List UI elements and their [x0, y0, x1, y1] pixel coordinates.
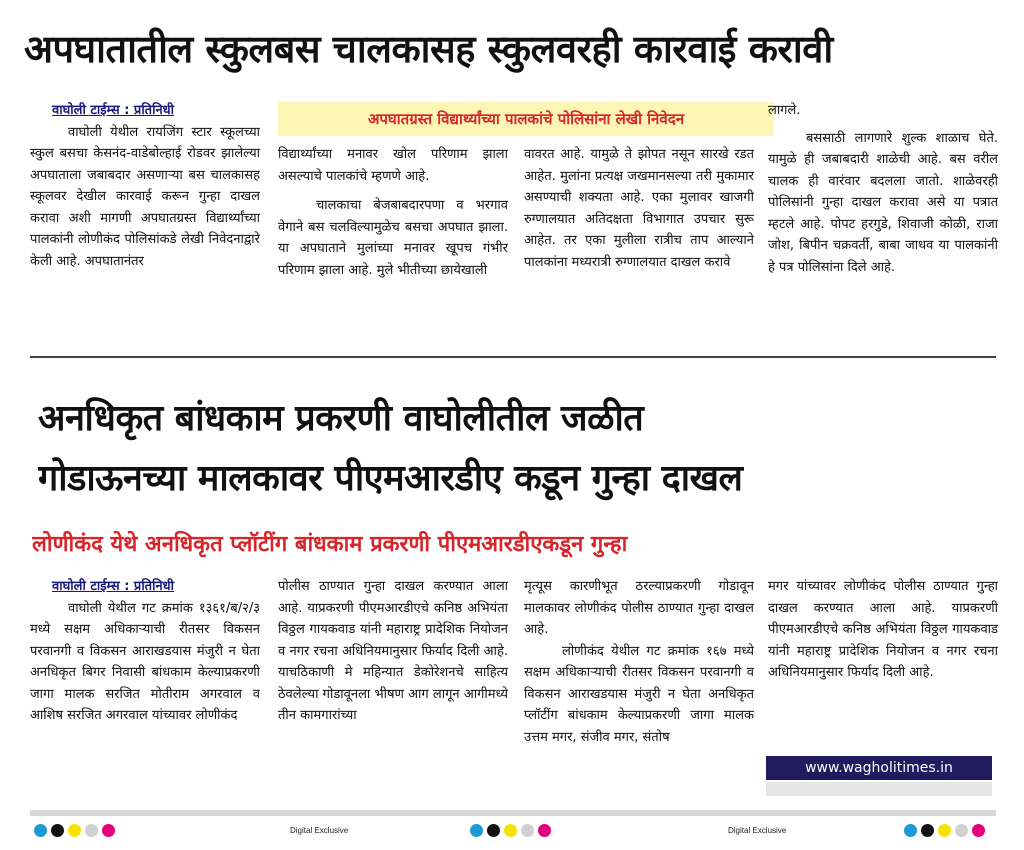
registration-dot	[85, 824, 98, 837]
registration-dot	[470, 824, 483, 837]
story-1-col2-para-1: विद्यार्थ्यांच्या मनावर खोल परिणाम झाला असल्याचे पालकांचे म्हणणे आहे.	[278, 147, 508, 184]
story-2-col2-text: पोलीस ठाण्यात गुन्हा दाखल करण्यात आला आहे. याप्रकरणी पीएमआरडीएचे कनिष्ठ अभियंता विठ्ठल गायकवाड यांनी महाराष्ट्र प्रादेशिक नियोजन व नगर रचना अधिनियमानुसार फिर्याद दिली आहे. याचठिकाणी मे महिन्यात डेकोरेशनचे साहित्य ठेवलेल्या गोडावूनला भीषण आग लागून आगीमध्ये तीन कामगारांच्या	[278, 579, 508, 723]
story-2-byline: वाघोली टाईम्स : प्रतिनिधी	[52, 579, 175, 594]
story-2-column-4	[768, 576, 998, 752]
story-2-col3-para-2: लोणीकंद येथील गट क्रमांक १६७ मध्ये सक्षम अधिकाऱ्याची रीतसर विकसन परवानगी व विकसन आराखडयास मंजुरी न घेता अनधिकृत प्लॉटींग बांधकाम केल्याप्रकरणी जागा मालक उत्तम मगर, संजीव मगर, संतोष	[524, 643, 754, 745]
registration-dot	[921, 824, 934, 837]
headline-2-line-2: गोडाऊनच्या मालकावर पीएमआरडीए कडून गुन्हा दाखल	[38, 458, 743, 499]
registration-dot	[487, 824, 500, 837]
story-1	[30, 100, 998, 350]
footer-label-right: Digital Exclusive	[728, 826, 787, 835]
footer-rule	[30, 810, 996, 816]
color-registration-marks-center	[470, 824, 551, 837]
color-registration-marks-right	[904, 824, 985, 837]
registration-dot	[955, 824, 968, 837]
story-2-col1-text: वाघोली येथील गट क्रमांक १३६१/ब/२/३ मध्ये सक्षम अधिकाऱ्याची रीतसर विकसन परवानगी व विकसन आराखडयास मंजुरी न घेता अनधिकृत बिगर निवासी बांधकाम केल्याप्रकरणी जागा मालक सरजित मोतीराम अगरवाल व आशिष सरजित अगरवाल यांच्यावर लोणीकंद	[30, 600, 260, 723]
story-2-column-2	[278, 576, 508, 802]
story-1-column-3	[524, 144, 754, 350]
registration-dot	[68, 824, 81, 837]
story-1-highlight-banner: अपघातग्रस्त विद्यार्थ्यांच्या पालकांचे पोलिसांना लेखी निवेदन	[278, 102, 774, 136]
registration-dot	[972, 824, 985, 837]
website-banner-underline	[766, 782, 992, 796]
story-2-col3-para-1: मृत्यूस कारणीभूत ठरल्याप्रकरणी गोडावून मालकावर लोणीकंद पोलीस ठाण्यात गुन्हा दाखल आहे.	[524, 579, 754, 637]
website-banner[interactable]: www.wagholitimes.in	[766, 756, 992, 780]
story-2-col4-text: मगर यांच्यावर लोणीकंद पोलीस ठाण्यात गुन्हा दाखल करण्यात आला आहे. याप्रकरणी पीएमआरडीएचे कनिष्ठ अभियंता विठ्ठल गायकवाड यांनी महाराष्ट्र प्रादेशिक नियोजन व नगर रचना अधिनियमानुसार फिर्याद दिली आहे.	[768, 579, 998, 680]
registration-dot	[904, 824, 917, 837]
story-1-byline: वाघोली टाईम्स : प्रतिनिधी	[52, 103, 175, 118]
footer-label-center: Digital Exclusive	[290, 826, 349, 835]
registration-dot	[521, 824, 534, 837]
color-registration-marks-left	[34, 824, 115, 837]
story-2	[30, 576, 998, 802]
story-1-col4-para-2: बससाठी लागणारे शुल्क शाळाच घेते. यामुळे ही जबाबदारी शाळेची आहे. बस वरील चालक ही वारंवार बदलला जातो. शाळेवरही पोलिसांनी गुन्हा दाखल करावा असे या पत्रात म्हटले आहे. पोपट हरगुडे, शिवाजी कोळी, राजा जोश, बिपीन चक्रवर्ती, बाबा जाधव या पालकांनी हे पत्र पोलिसांना दिले आहे.	[768, 130, 998, 275]
registration-dot	[504, 824, 517, 837]
section-divider	[30, 356, 996, 358]
subheadline: लोणीकंद येथे अनधिकृत प्लॉटींग बांधकाम प्रकरणी पीएमआरडीएकडून गुन्हा	[32, 532, 628, 557]
story-1-col1-text: वाघोली येथील रायजिंग स्टार स्कूलच्या स्कुल बसचा केसनंद-वाडेबोल्हाई रोडवर झालेल्या अपघाताला जबाबदार असणाऱ्या बस चालकासह स्कूलवर देखील कारवाई करून गुन्हा दाखल करावा अशी मागणी अपघातग्रस्त विद्यार्थ्यांच्या पालकांनी लोणीकंद पोलिसांकडे लेखी निवेदनाद्वारे केली आहे. अपघातानंतर	[30, 124, 260, 269]
registration-dot	[102, 824, 115, 837]
story-2-column-3	[524, 576, 754, 802]
registration-dot	[34, 824, 47, 837]
headline-2-line-1: अनधिकृत बांधकाम प्रकरणी वाघोलीतील जळीत	[38, 398, 644, 439]
story-1-column-2	[278, 144, 508, 350]
registration-dot	[51, 824, 64, 837]
story-1-col3-text: वावरत आहे. यामुळे ते झोपत नसून सारखे रडत आहेत. मुलांना प्रत्यक्ष जखमानसल्या तरी मुकामार असण्याची शक्यता आहे. एका मुलावर खाजगी रुग्णालयात अतिदक्षता विभागात उपचार सुरू आहेत. तर एका मुलीला रात्रीच ताप आल्याने पालकांना मध्यरात्री रुग्णालयात दाखल करावे	[524, 147, 754, 270]
story-1-col4-para-1: लागले.	[768, 103, 801, 118]
story-2-column-1	[30, 576, 260, 802]
registration-dot	[938, 824, 951, 837]
registration-dot	[538, 824, 551, 837]
story-1-column-4	[768, 100, 998, 350]
story-1-col2-para-2: चालकाचा बेजबाबदारपणा व भरगाव वेगाने बस चलविल्यामुळेच बसचा अपघात झाला. या अपघाताने मुलांच्या मनावर खूपच गंभीर परिणाम झाला आहे. मुले भीतीच्या छायेखाली	[278, 198, 508, 278]
story-1-column-1	[30, 100, 260, 350]
headline-1: अपघातातील स्कुलबस चालकासह स्कुलवरही कारवाई करावी	[24, 27, 833, 71]
